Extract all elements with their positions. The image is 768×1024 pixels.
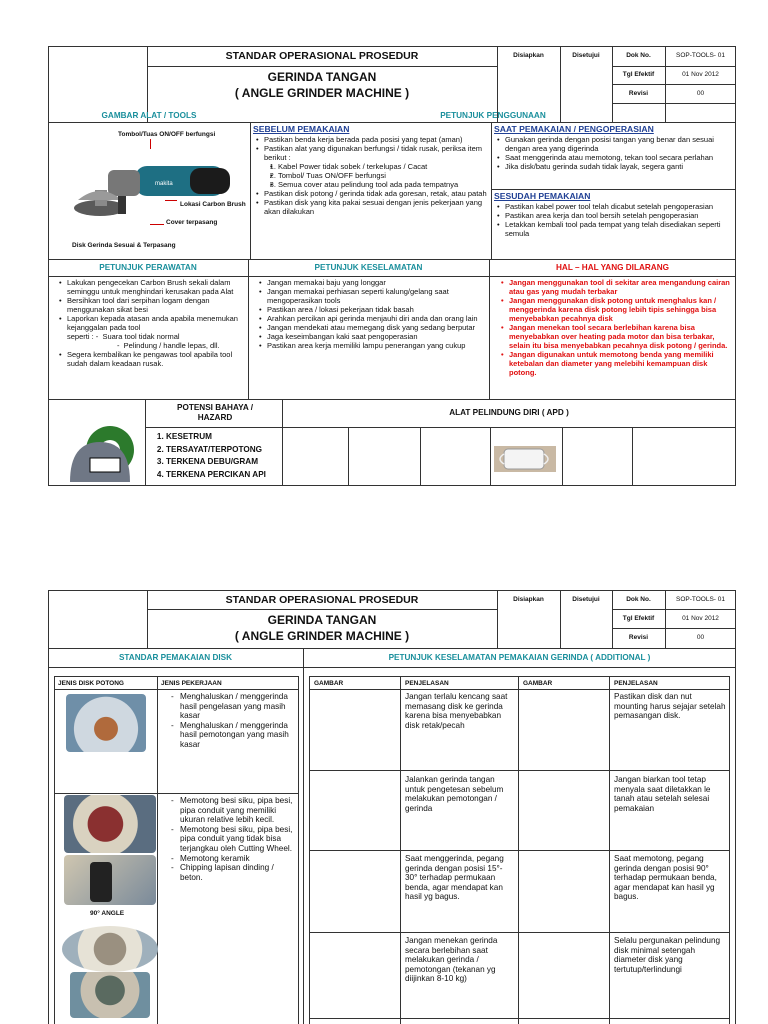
callout-arrow (165, 200, 177, 201)
revision-value: 00 (696, 634, 705, 641)
effective-date-value: 01 Nov 2012 (682, 615, 719, 622)
after-usage-list (496, 202, 734, 238)
disk-callout: Disk Gerinda Sesuai & Terpasang (72, 242, 176, 249)
carbon-brush-callout: Lokasi Carbon Brush (180, 201, 246, 208)
work-type-item: - Menghaluskan / menggerinda hasil pengelasan yang masih kasar (180, 692, 296, 721)
during-usage-item: • Gunakan gerinda dengan posisi tangan yang benar dan sesuai dengan area yang digerinda (505, 135, 734, 153)
safety-explanation: Jangan menekan gerinda secara berlebihan saat melakukan gerinda / pemotongan (tekanan yg diijinkan 8-10 kg) (405, 936, 498, 984)
check-item: • 1. Kabel Power tidak sobek / terkelupas / Cacat (278, 162, 489, 171)
approved-label: Disetujui (572, 596, 600, 603)
revision-value: 00 (696, 90, 705, 97)
work-type-item: - Memotong besi siku, pipa besi, pipa conduit yang tidak bisa terjangkau oleh Cutting Wheel. (180, 825, 296, 854)
grinder-silhouette (90, 862, 112, 902)
prohibited-item: • Jangan menekan tool secara berlebihan karena bisa menyebabkan over heating pada motor dan bisa terbakar, selain itu bisa menyebabkan pecahnya disk potong / gerinda. (509, 323, 734, 350)
doc-no-label: Dok No. (626, 52, 651, 59)
after-usage-item: • Pastikan kabel power tool telah dicabut setelah pengoperasian (505, 202, 734, 211)
prohibited-item: • Jangan digunakan untuk memotong benda yang memiliki ketebalan dan diameter yang melebihi kemampuan disk potong. (509, 350, 734, 377)
image-col-header: GAMBAR (523, 680, 553, 687)
safety-item: • Jangan mendekati atau memegang disk yang sedang berputar (267, 323, 486, 332)
prepared-label: Disiapkan (513, 596, 544, 603)
safety-item: • Jaga keseimbangan kaki saat pengoperasian (267, 332, 486, 341)
during-usage-list (496, 135, 734, 171)
before-usage-heading: SEBELUM PEMAKAIAN (253, 124, 350, 134)
before-usage-item: • Pastikan disk potong / gerinda tidak ada goresan, retak, atau patah (264, 189, 489, 198)
hazard-pictogram (64, 424, 136, 486)
page-title: STANDAR OPERASIONAL PROSEDUR (225, 50, 419, 62)
explanation-col-header: PENJELASAN (614, 680, 658, 687)
additional-safety-heading: PETUNJUK KESELAMATAN PEMAKAIAN GERINDA ( ADDITIONAL ) (388, 653, 651, 662)
work-type-item: - Memotong besi siku, pipa besi, pipa conduit yang memiliki ukuran relative lebih kecil. (180, 796, 296, 825)
maintenance-item: • Segera kembalikan ke pengawas tool apabila tool sudah dalam keadaan rusak. (67, 350, 246, 368)
during-usage-heading: SAAT PEMAKAIAN / PENGOPERASIAN (494, 124, 654, 134)
hazard-list (152, 431, 284, 481)
hazard-item: 3. TERKENA DEBU/GRAM (166, 456, 284, 469)
maintenance-item: • Lakukan pengecekan Carbon Brush sekali dalam seminggu untuk menghindari kerusakan pada Alat (67, 278, 246, 296)
revision-label: Revisi (628, 90, 649, 97)
tools-heading: GAMBAR ALAT / TOOLS (101, 111, 197, 120)
prepared-label: Disiapkan (513, 52, 544, 59)
angle-grinder-illustration (60, 138, 240, 248)
seperti-label: seperti : - (67, 332, 99, 341)
safety-item: • Jangan memakai baju yang longgar (267, 278, 486, 287)
before-usage-item: • Pastikan disk yang kita pakai sesuai dengan jenis pekerjaan yang akan dilakukan (264, 198, 489, 216)
document-name: GERINDA TANGAN (267, 70, 377, 84)
callout-arrow (150, 139, 151, 149)
hazard-heading: POTENSI BAHAYA / HAZARD (177, 403, 253, 422)
prohibited-heading: HAL – HAL YANG DILARANG (556, 263, 669, 272)
prohibited-item: • Jangan menggunakan tool di sekitar area mengandung cairan atau gas yang mudah terbakar (509, 278, 734, 296)
safety-explanation: Pastikan disk dan nut mounting harus sejajar setelah pemasangan disk. (614, 692, 726, 721)
work-type-header: JENIS PEKERJAAN (161, 680, 222, 687)
doc-no-value: SOP-TOOLS- 01 (675, 52, 725, 59)
disk-standard-heading: STANDAR PEMAKAIAN DISK (118, 653, 233, 662)
hazard-item: 1. KESETRUM (166, 431, 284, 444)
doc-no-value: SOP-TOOLS- 01 (675, 596, 725, 603)
work-type-list (170, 796, 296, 882)
after-usage-item: • Letakkan kembali tool pada tempat yang telah disediakan seperti semula (505, 220, 734, 238)
switch-callout: Tombol/Tuas ON/OFF berfungsi (118, 131, 216, 138)
page-title: STANDAR OPERASIONAL PROSEDUR (225, 594, 419, 606)
safety-heading: PETUNJUK KESELAMATAN (314, 263, 423, 272)
doc-no-label: Dok No. (626, 596, 651, 603)
prohibited-list (500, 278, 734, 377)
safety-explanation: Jalankan gerinda tangan untuk pengetesan sebelum melakukan pemotongan / gerinda (405, 775, 504, 813)
after-usage-item: • Pastikan area kerja dan tool bersih setelah pengoperasian (505, 211, 734, 220)
document-name: GERINDA TANGAN (267, 613, 377, 627)
before-usage-item: • Pastikan benda kerja berada pada posisi yang tepat (aman) (264, 135, 489, 144)
prohibited-item: • Jangan menggunakan disk potong untuk menghalus kan / menggerinda karena disk potong lebih tipis sehingga bisa menyebabkan pecahnya disk (509, 296, 734, 323)
safety-explanation: Saat menggerinda, pegang gerinda dengan posisi 15°- 30° terhadap permukaan benda, agar mendapat kan hasil yg bagus. (405, 854, 504, 902)
effective-date-label: Tgl Efektif (622, 615, 655, 622)
safety-item: • Pastikan area / lokasi pekerjaan tidak basah (267, 305, 486, 314)
work-type-list (170, 692, 296, 750)
seperti-item: Pelindung / handle lepas, dll. (123, 341, 220, 350)
safety-list (258, 278, 486, 350)
maintenance-list: • Lakukan pengecekan Carbon Brush sekali dalam seminggu untuk menghindari kerusakan pada Alat • Bersihkan tool dari serpihan logam dengan menggunakan sikat besi • Laporkan kepada atasan anda apabila menemukan kejanggalan pada tool seperti : - Suara tool tidak normal - Pelindung / handle lepas, dll. • Segera kembalikan ke pengawas tool apabila tool sudah dalam keadaan rusak. (58, 278, 246, 368)
effective-date-label: Tgl Efektif (622, 71, 655, 78)
image-col-header: GAMBAR (314, 680, 344, 687)
document-subtitle: ( ANGLE GRINDER MACHINE ) (234, 629, 410, 643)
maintenance-item: Laporkan kepada atasan anda apabila menemukan kejanggalan pada tool (67, 314, 238, 332)
svg-text:makita: makita (155, 181, 173, 187)
maintenance-heading: PETUNJUK PERAWATAN (99, 263, 197, 272)
chipping-disk-photo (70, 972, 150, 1018)
safety-explanation: Saat memotong, pegang gerinda dengan posisi 90° terhadap permukaan benda, agar mendapat kan hasil yg bagus. (614, 854, 717, 902)
cover-callout: Cover terpasang (166, 219, 218, 226)
callout-arrow (150, 224, 164, 225)
work-type-item: - Menghaluskan / menggerinda hasil pemotongan yang masih kasar (180, 721, 296, 750)
angle-label: 90° ANGLE (90, 910, 125, 917)
during-usage-item: • Saat menggerinda atau memotong, tekan tool secara perlahan (505, 153, 734, 162)
ppe-heading: ALAT PELINDUNG DIRI ( APD ) (449, 408, 569, 417)
check-item: • 2. Tombol/ Tuas ON/OFF berfungsi (278, 171, 489, 180)
hazard-item: 2. TERSAYAT/TERPOTONG (166, 444, 284, 457)
safety-explanation: Selalu pergunakan pelindung disk minimal setengah diameter disk yang tertutup/terlindungi (614, 936, 721, 974)
cutting-disk-photo (64, 795, 156, 853)
seperti-item: Suara tool tidak normal (102, 332, 180, 341)
hazard-item: 4. TERKENA PERCIKAN API (166, 469, 284, 482)
check-item: • 3. Semua cover atau pelindung tool ada pada tempatnya (278, 180, 489, 189)
diamond-disk-photo (62, 926, 158, 972)
effective-date-value: 01 Nov 2012 (682, 71, 719, 78)
before-usage-list (255, 135, 489, 216)
safety-explanation: Jangan terlalu kencang saat memasang disk ke gerinda karena bisa menyebabkan disk retak/pecah (405, 692, 508, 730)
work-type-item: - Chipping lapisan dinding / beton. (180, 863, 296, 882)
safety-item: • Pastikan area kerja memiliki lampu penerangan yang cukup (267, 341, 486, 350)
face-mask-image (494, 446, 556, 472)
maintenance-item: • Bersihkan tool dari serpihan logam dengan menggunakan sikat besi (67, 296, 246, 314)
safety-item: • Jangan memakai perhiasan seperti kalung/gelang saat mengoperasikan tools (267, 287, 486, 305)
document-subtitle: ( ANGLE GRINDER MACHINE ) (234, 86, 410, 100)
during-usage-item: • Jika disk/batu gerinda sudah tidak layak, segera ganti (505, 162, 734, 171)
explanation-col-header: PENJELASAN (405, 680, 449, 687)
approved-label: Disetujui (572, 52, 600, 59)
disk-type-header: JENIS DISK POTONG (58, 680, 124, 687)
before-usage-item: Pastikan alat yang digunakan berfungsi / tidak rusak, periksa item berikut : (264, 144, 483, 162)
work-type-item: - Memotong keramik (180, 854, 296, 864)
grinding-disk-photo (66, 694, 146, 752)
safety-item: • Arahkan percikan api gerinda menjauhi diri anda dan orang lain (267, 314, 486, 323)
usage-heading: PETUNJUK PENGGUNAAN (440, 111, 546, 120)
safety-explanation: Jangan biarkan tool tetap menyala saat diletakkan le tanah atau setelah selesai pemakaian (614, 775, 711, 813)
after-usage-heading: SESUDAH PEMAKAIAN (494, 191, 591, 201)
revision-label: Revisi (628, 634, 649, 641)
